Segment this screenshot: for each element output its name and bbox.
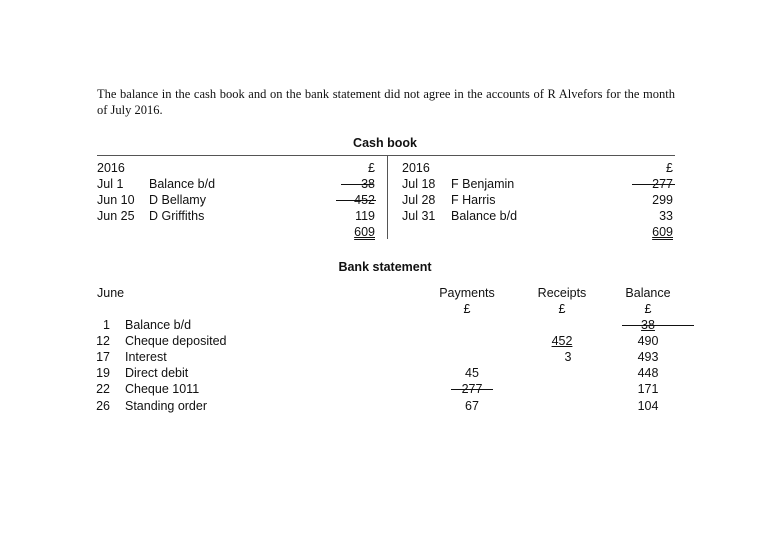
cash-right-amount-2: 299 xyxy=(652,193,673,207)
strike-mark xyxy=(632,184,675,185)
bank-month-header: June xyxy=(97,286,125,300)
bank-row-receipts: 3 xyxy=(564,350,572,364)
cash-left-date-2: Jun 10 xyxy=(97,193,135,207)
bank-row-balance: 448 xyxy=(637,366,659,380)
cash-right-desc-2: F Harris xyxy=(451,193,496,207)
bank-statement-title: Bank statement xyxy=(338,260,432,274)
cash-right-total: 609 xyxy=(652,225,673,239)
cash-right-desc-3: Balance b/d xyxy=(451,209,518,223)
bank-row-day: 26 xyxy=(96,399,110,413)
bank-row-desc: Cheque 1011 xyxy=(125,382,200,396)
bank-row-day: 19 xyxy=(96,366,110,380)
bank-row-desc: Cheque deposited xyxy=(125,334,227,348)
cash-left-total: 609 xyxy=(354,225,375,239)
cash-right-date-3: Jul 31 xyxy=(402,209,436,223)
cash-right-date-2: Jul 28 xyxy=(402,193,436,207)
strike-mark xyxy=(451,389,493,390)
bank-balance-currency: £ xyxy=(644,302,652,316)
bank-payments-currency: £ xyxy=(463,302,471,316)
bank-row-balance: 493 xyxy=(637,350,659,364)
bank-row-desc: Standing order xyxy=(125,399,208,413)
bank-row-day: 22 xyxy=(96,382,110,396)
strike-mark xyxy=(341,184,373,185)
cash-left-date-1: Jul 1 xyxy=(97,177,124,191)
bank-row-day: 17 xyxy=(96,350,110,364)
cash-left-desc-2: D Bellamy xyxy=(149,193,206,207)
cash-book-title: Cash book xyxy=(353,136,417,150)
cash-left-amount-1: 38 xyxy=(361,177,375,191)
bank-row-payments: 45 xyxy=(465,366,479,380)
strike-mark xyxy=(336,200,376,201)
bank-row-payments: 67 xyxy=(465,399,479,413)
cash-right-currency: £ xyxy=(666,161,673,175)
strike-mark xyxy=(622,325,694,326)
bank-row-payments: 277 xyxy=(461,382,483,396)
cash-left-date-3: Jun 25 xyxy=(97,209,135,223)
bank-row-balance: 104 xyxy=(637,399,659,413)
bank-receipts-currency: £ xyxy=(558,302,566,316)
intro-paragraph: The balance in the cash book and on the bank statement did not agree in the accounts of R Alvefors for the month of July 2016. xyxy=(97,87,675,117)
cash-left-amount-2: 452 xyxy=(354,193,375,207)
cash-left-desc-1: Balance b/d xyxy=(149,177,216,191)
cash-book-top-rule xyxy=(97,155,675,156)
bank-row-desc: Interest xyxy=(125,350,167,364)
cash-left-year: 2016 xyxy=(97,161,125,175)
bank-col-balance: Balance xyxy=(625,286,671,300)
cash-right-date-1: Jul 18 xyxy=(402,177,436,191)
cash-left-desc-3: D Griffiths xyxy=(149,209,205,223)
bank-row-desc: Balance b/d xyxy=(125,318,192,332)
cash-right-amount-3: 33 xyxy=(659,209,673,223)
cash-right-amount-1: 277 xyxy=(652,177,673,191)
cash-left-amount-3: 119 xyxy=(355,209,375,223)
cash-book-divider xyxy=(387,155,388,239)
bank-col-receipts: Receipts xyxy=(537,286,587,300)
bank-row-day: 12 xyxy=(96,334,110,348)
cash-left-currency: £ xyxy=(368,161,375,175)
bank-row-balance: 490 xyxy=(637,334,659,348)
bank-row-balance: 38 xyxy=(641,318,655,332)
cash-right-year: 2016 xyxy=(402,161,430,175)
bank-row-balance: 171 xyxy=(637,382,659,396)
cash-right-desc-1: F Benjamin xyxy=(451,177,515,191)
bank-row-desc: Direct debit xyxy=(125,366,189,380)
bank-col-payments: Payments xyxy=(439,286,495,300)
bank-row-day: 1 xyxy=(103,318,110,332)
bank-row-receipts: 452 xyxy=(551,334,573,348)
